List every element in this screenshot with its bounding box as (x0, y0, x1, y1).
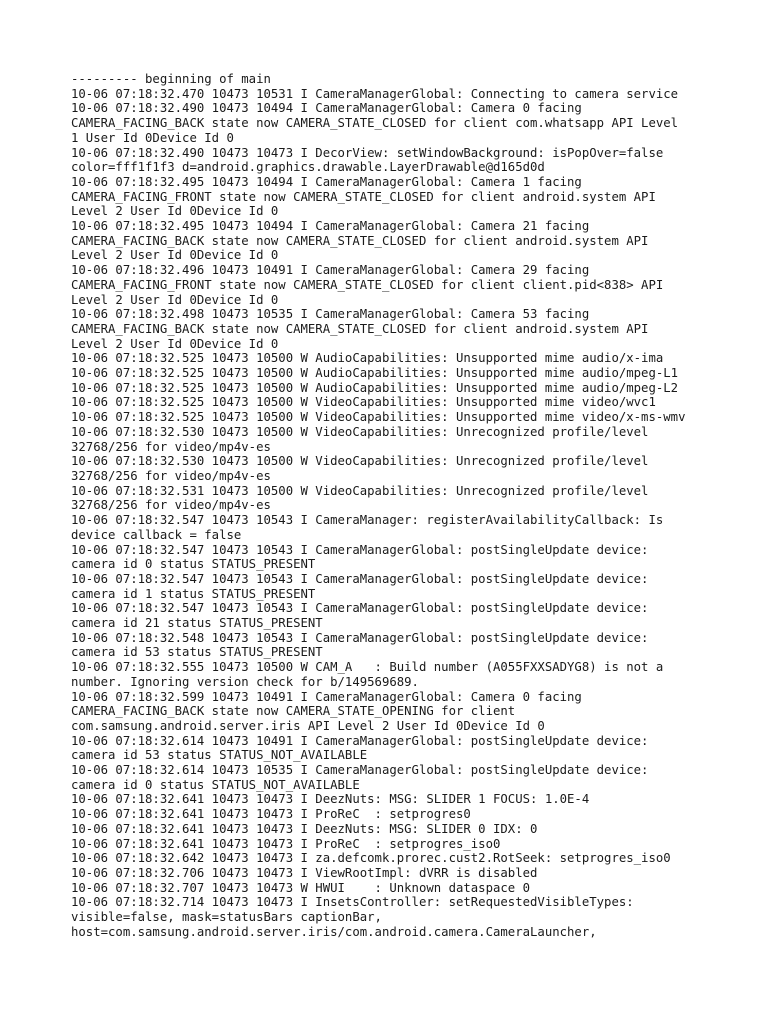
log-line: 10-06 07:18:32.547 10473 10543 I CameraManagerGlobal: postSingleUpdate device: (71, 542, 649, 557)
log-line: camera id 0 status STATUS_PRESENT (71, 557, 316, 572)
log-line: 10-06 07:18:32.525 10473 10500 W VideoCapabilities: Unsupported mime video/wvc1 (71, 395, 656, 410)
log-line: camera id 53 status STATUS_NOT_AVAILABLE (71, 748, 368, 763)
log-line: CAMERA_FACING_BACK state now CAMERA_STATE_CLOSED for client android.system API (71, 321, 649, 336)
log-line: 10-06 07:18:32.641 10473 10473 I DeezNuts: MSG: SLIDER 0 IDX: 0 (71, 821, 538, 836)
log-line: 10-06 07:18:32.547 10473 10543 I CameraManagerGlobal: postSingleUpdate device: (71, 601, 649, 616)
log-output (71, 72, 761, 939)
log-line: 10-06 07:18:32.642 10473 10473 I za.defcomk.prorec.cust2.RotSeek: setprogres_iso0 (71, 851, 671, 866)
log-line: com.samsung.android.server.iris API Level 2 User Id 0Device Id 0 (71, 718, 545, 733)
log-line: 10-06 07:18:32.525 10473 10500 W AudioCapabilities: Unsupported mime audio/mpeg-L2 (71, 380, 679, 395)
log-line: 10-06 07:18:32.641 10473 10473 I ProReC : setprogres0 (71, 807, 471, 822)
log-line: 10-06 07:18:32.641 10473 10473 I ProReC : setprogres_iso0 (71, 836, 501, 851)
log-line: 10-06 07:18:32.490 10473 10473 I DecorView: setWindowBackground: isPopOver=false (71, 145, 664, 160)
log-line: camera id 1 status STATUS_PRESENT (71, 586, 316, 601)
log-line: camera id 21 status STATUS_PRESENT (71, 616, 323, 631)
log-line: 10-06 07:18:32.525 10473 10500 W AudioCapabilities: Unsupported mime audio/x-ima (71, 351, 664, 366)
log-line: CAMERA_FACING_FRONT state now CAMERA_STATE_CLOSED for client client.pid<838> API (71, 277, 664, 292)
log-line: 1 User Id 0Device Id 0 (71, 130, 234, 145)
log-line: camera id 53 status STATUS_PRESENT (71, 645, 323, 660)
log-line: CAMERA_FACING_BACK state now CAMERA_STATE_CLOSED for client com.whatsapp API Level (71, 116, 679, 131)
log-line: 10-06 07:18:32.555 10473 10500 W CAM_A : Build number (A055FXXSADYG8) is not a (71, 660, 664, 675)
log-line: 10-06 07:18:32.530 10473 10500 W VideoCapabilities: Unrecognized profile/level (71, 424, 649, 439)
log-line: CAMERA_FACING_BACK state now CAMERA_STATE_OPENING for client (71, 704, 516, 719)
log-line: 10-06 07:18:32.530 10473 10500 W VideoCapabilities: Unrecognized profile/level (71, 454, 649, 469)
log-line: Level 2 User Id 0Device Id 0 (71, 248, 279, 263)
log-line: number. Ignoring version check for b/149569689. (71, 674, 419, 689)
log-line: 10-06 07:18:32.707 10473 10473 W HWUI : Unknown dataspace 0 (71, 880, 531, 895)
log-line: 32768/256 for video/mp4v-es (71, 439, 271, 454)
log-line: camera id 0 status STATUS_NOT_AVAILABLE (71, 777, 360, 792)
log-line: 32768/256 for video/mp4v-es (71, 468, 271, 483)
log-line: Level 2 User Id 0Device Id 0 (71, 292, 279, 307)
log-line: Level 2 User Id 0Device Id 0 (71, 336, 279, 351)
log-line: 10-06 07:18:32.641 10473 10473 I DeezNuts: MSG: SLIDER 1 FOCUS: 1.0E-4 (71, 792, 590, 807)
log-line: 10-06 07:18:32.490 10473 10494 I CameraManagerGlobal: Camera 0 facing (71, 101, 582, 116)
log-line: 10-06 07:18:32.495 10473 10494 I CameraManagerGlobal: Camera 21 facing (71, 219, 590, 234)
log-line: 10-06 07:18:32.531 10473 10500 W VideoCapabilities: Unrecognized profile/level (71, 483, 649, 498)
log-line: 32768/256 for video/mp4v-es (71, 498, 271, 513)
document-page (71, 72, 761, 939)
log-line: --------- beginning of main (71, 72, 271, 86)
log-line: 10-06 07:18:32.496 10473 10491 I CameraManagerGlobal: Camera 29 facing (71, 263, 590, 278)
log-line: 10-06 07:18:32.614 10473 10535 I CameraManagerGlobal: postSingleUpdate device: (71, 763, 649, 778)
log-line: Level 2 User Id 0Device Id 0 (71, 204, 279, 219)
log-line: 10-06 07:18:32.714 10473 10473 I InsetsController: setRequestedVisibleTypes: (71, 895, 634, 910)
log-line: 10-06 07:18:32.525 10473 10500 W AudioCapabilities: Unsupported mime audio/mpeg-L1 (71, 366, 679, 381)
log-line: 10-06 07:18:32.548 10473 10543 I CameraManagerGlobal: postSingleUpdate device: (71, 630, 649, 645)
log-line: 10-06 07:18:32.495 10473 10494 I CameraManagerGlobal: Camera 1 facing (71, 174, 582, 189)
log-line: 10-06 07:18:32.599 10473 10491 I CameraManagerGlobal: Camera 0 facing (71, 689, 582, 704)
log-line: color=fff1f1f3 d=android.graphics.drawable.LayerDrawable@d165d0d (71, 160, 545, 175)
log-line: host=com.samsung.android.server.iris/com.android.camera.CameraLauncher, (71, 924, 597, 939)
log-line: CAMERA_FACING_FRONT state now CAMERA_STATE_CLOSED for client android.system API (71, 189, 656, 204)
log-line: CAMERA_FACING_BACK state now CAMERA_STATE_CLOSED for client android.system API (71, 233, 649, 248)
log-line: 10-06 07:18:32.706 10473 10473 I ViewRootImpl: dVRR is disabled (71, 865, 538, 880)
log-line: 10-06 07:18:32.614 10473 10491 I CameraManagerGlobal: postSingleUpdate device: (71, 733, 649, 748)
log-line: visible=false, mask=statusBars captionBar, (71, 910, 382, 925)
log-line: 10-06 07:18:32.547 10473 10543 I CameraManagerGlobal: postSingleUpdate device: (71, 571, 649, 586)
log-line: 10-06 07:18:32.470 10473 10531 I CameraManagerGlobal: Connecting to camera service (71, 86, 679, 101)
log-line: 10-06 07:18:32.547 10473 10543 I CameraManager: registerAvailabilityCallback: Is (71, 513, 664, 528)
log-line: 10-06 07:18:32.525 10473 10500 W VideoCapabilities: Unsupported mime video/x-ms-wmv (71, 410, 686, 425)
log-line: 10-06 07:18:32.498 10473 10535 I CameraManagerGlobal: Camera 53 facing (71, 307, 590, 322)
log-line: device callback = false (71, 527, 242, 542)
